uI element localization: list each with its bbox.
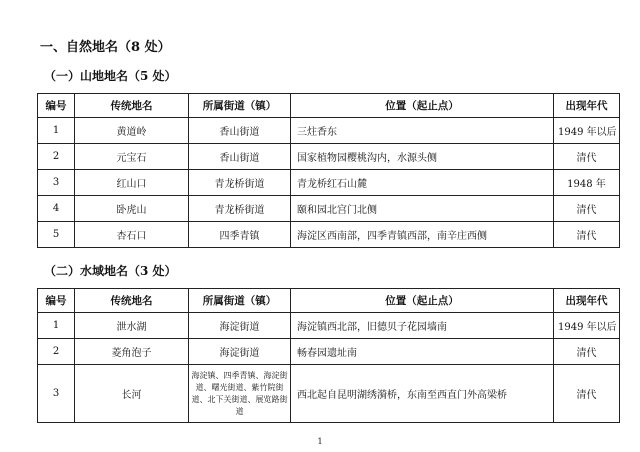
table-header-row (38, 289, 620, 313)
table-row (38, 144, 620, 170)
column-header-location: 位置（起止点） (291, 289, 554, 313)
column-header-street: 所属街道（镇） (189, 94, 291, 118)
column-header-number: 编号 (38, 289, 75, 313)
column-header-location: 位置（起止点） (291, 94, 554, 118)
cell-street: 香山街道 (189, 144, 291, 170)
column-header-era: 出现年代 (554, 94, 620, 118)
cell-era: 清代 (554, 222, 620, 248)
cell-street: 海淀街道 (189, 339, 291, 365)
table-row (38, 339, 620, 365)
cell-era: 1949 年以后 (554, 313, 620, 339)
cell-location: 三炷香东 (291, 118, 554, 144)
cell-era: 1949 年以后 (554, 118, 620, 144)
table-row (38, 118, 620, 144)
subsection-heading-mountain-names: （一）山地地名（5 处） (44, 69, 177, 83)
cell-name: 泄水湖 (75, 313, 189, 339)
cell-location: 畅春园遗址南 (291, 339, 554, 365)
table-row (38, 170, 620, 196)
cell-name: 元宝石 (75, 144, 189, 170)
cell-street: 青龙桥街道 (189, 170, 291, 196)
cell-number: 2 (38, 144, 75, 170)
cell-street: 四季青镇 (189, 222, 291, 248)
water-names-table (37, 288, 620, 423)
table-row (38, 365, 620, 423)
cell-number: 1 (38, 118, 75, 144)
page-number: 1 (317, 437, 323, 446)
cell-location: 海淀镇西北部，旧德贝子花园墙南 (291, 313, 554, 339)
cell-number: 2 (38, 339, 75, 365)
cell-era: 清代 (554, 144, 620, 170)
cell-name: 杏石口 (75, 222, 189, 248)
subsection-heading-water-names: （二）水域地名（3 处） (44, 264, 177, 278)
column-header-number: 编号 (38, 94, 75, 118)
cell-location: 颐和园北宫门北侧 (291, 196, 554, 222)
cell-era: 清代 (554, 196, 620, 222)
cell-location: 国家植物园樱桃沟内，水源头侧 (291, 144, 554, 170)
cell-number: 1 (38, 313, 75, 339)
cell-name: 长河 (75, 365, 189, 423)
cell-street: 香山街道 (189, 118, 291, 144)
column-header-name: 传统地名 (75, 94, 189, 118)
cell-name: 黄道岭 (75, 118, 189, 144)
column-header-street: 所属街道（镇） (189, 289, 291, 313)
column-header-era: 出现年代 (554, 289, 620, 313)
table-row (38, 196, 620, 222)
cell-name: 红山口 (75, 170, 189, 196)
table-row (38, 313, 620, 339)
cell-era: 清代 (554, 365, 620, 423)
cell-name: 卧虎山 (75, 196, 189, 222)
cell-era: 清代 (554, 339, 620, 365)
mountain-names-table (37, 93, 620, 248)
cell-location: 西北起自昆明湖绣漪桥，东南至西直门外高梁桥 (291, 365, 554, 423)
cell-number: 3 (38, 365, 75, 423)
column-header-name: 传统地名 (75, 289, 189, 313)
cell-location: 海淀区西南部，四季青镇西部，南辛庄西侧 (291, 222, 554, 248)
cell-street: 海淀镇、四季青镇、海淀街道、曙光街道、紫竹院街道、北下关街道、展览路街道 (189, 365, 291, 423)
cell-era: 1948 年 (554, 170, 620, 196)
cell-street: 青龙桥街道 (189, 196, 291, 222)
cell-name: 菱角泡子 (75, 339, 189, 365)
cell-number: 3 (38, 170, 75, 196)
table-row (38, 222, 620, 248)
cell-location: 青龙桥红石山麓 (291, 170, 554, 196)
section-heading-natural-names: 一、自然地名（8 处） (40, 40, 171, 55)
cell-number: 4 (38, 196, 75, 222)
cell-street: 海淀街道 (189, 313, 291, 339)
table-header-row (38, 94, 620, 118)
cell-number: 5 (38, 222, 75, 248)
